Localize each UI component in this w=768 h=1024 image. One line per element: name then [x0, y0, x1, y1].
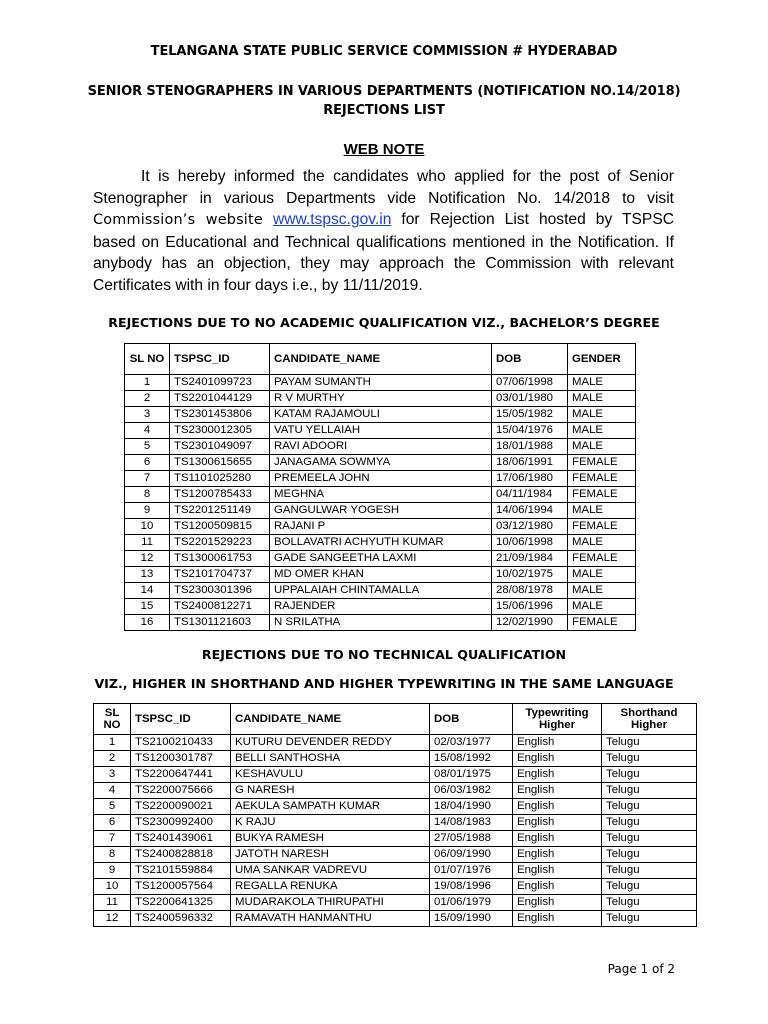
table-cell: Telugu — [602, 735, 697, 751]
header-sl-no: SL NO — [94, 704, 131, 735]
table-cell: 08/01/1975 — [430, 767, 513, 783]
table-cell: English — [513, 799, 602, 815]
rejections-list-heading: REJECTIONS LIST — [323, 103, 445, 118]
table-row — [125, 567, 636, 583]
table-cell: 9 — [125, 503, 170, 519]
table-cell: MALE — [568, 503, 636, 519]
table-cell: 15/09/1990 — [430, 911, 513, 927]
header-sl-no: SL NO — [125, 344, 170, 375]
table-cell: JANAGAMA SOWMYA — [270, 455, 492, 471]
table-cell: MD OMER KHAN — [270, 567, 492, 583]
academic-rejections-table — [124, 343, 636, 631]
table-cell: TS2400828818 — [131, 847, 231, 863]
table-cell: TS2300992400 — [131, 815, 231, 831]
table-row — [125, 599, 636, 615]
table-cell: K RAJU — [231, 815, 430, 831]
header-tspsc-id: TSPSC_ID — [131, 704, 231, 735]
table-cell: TS2200647441 — [131, 767, 231, 783]
table-cell: 06/09/1990 — [430, 847, 513, 863]
table-cell: 9 — [94, 863, 131, 879]
table-row — [94, 895, 697, 911]
table-cell: TS2200090021 — [131, 799, 231, 815]
web-note-paragraph — [93, 166, 674, 297]
table-cell: 2 — [94, 751, 131, 767]
table-row — [125, 615, 636, 631]
header-shorthand-higher: Shorthand Higher — [602, 704, 697, 735]
table-row — [125, 423, 636, 439]
table-cell: 7 — [125, 471, 170, 487]
table-cell: MALE — [568, 407, 636, 423]
table-cell: 15/05/1982 — [492, 407, 568, 423]
table-cell: 07/06/1998 — [492, 375, 568, 391]
table-cell: 15/04/1976 — [492, 423, 568, 439]
table-cell: 12 — [125, 551, 170, 567]
table-row — [125, 455, 636, 471]
table-cell: 3 — [125, 407, 170, 423]
table-row — [94, 815, 697, 831]
table-cell: English — [513, 751, 602, 767]
table-cell: English — [513, 911, 602, 927]
table-cell: TS2101704737 — [170, 567, 270, 583]
org-heading: TELANGANA STATE PUBLIC SERVICE COMMISSION # HYDERABAD — [150, 44, 618, 59]
table-cell: English — [513, 863, 602, 879]
page-number: Page 1 of 2 — [607, 962, 675, 976]
table-cell: 03/12/1980 — [492, 519, 568, 535]
table-cell: 6 — [94, 815, 131, 831]
table-cell: 10/02/1975 — [492, 567, 568, 583]
table-cell: MALE — [568, 599, 636, 615]
table-cell: N SRILATHA — [270, 615, 492, 631]
table-cell: Telugu — [602, 895, 697, 911]
table-cell: Telugu — [602, 783, 697, 799]
table-cell: 5 — [125, 439, 170, 455]
table-cell: 12 — [94, 911, 131, 927]
table-cell: JATOTH NARESH — [231, 847, 430, 863]
table-cell: TS2301049097 — [170, 439, 270, 455]
web-note-text-2: Commission’s website — [93, 212, 263, 229]
table-cell: RAMAVATH HANMANTHU — [231, 911, 430, 927]
table-cell: MALE — [568, 391, 636, 407]
table-cell: 06/03/1982 — [430, 783, 513, 799]
table-cell: English — [513, 847, 602, 863]
table-cell: English — [513, 767, 602, 783]
table-cell: 13 — [125, 567, 170, 583]
table-cell: 27/05/1988 — [430, 831, 513, 847]
header-dob: DOB — [492, 344, 568, 375]
table-cell: TS2300012305 — [170, 423, 270, 439]
table-cell: KATAM RAJAMOULI — [270, 407, 492, 423]
table-row — [94, 911, 697, 927]
table-cell: 21/09/1984 — [492, 551, 568, 567]
table-cell: 18/06/1991 — [492, 455, 568, 471]
table-cell: TS2400812271 — [170, 599, 270, 615]
table-row — [94, 767, 697, 783]
table-cell: MALE — [568, 423, 636, 439]
table-cell: TS2101559884 — [131, 863, 231, 879]
table-cell: 11 — [94, 895, 131, 911]
academic-rejections-title: REJECTIONS DUE TO NO ACADEMIC QUALIFICATION VIZ., BACHELOR’S DEGREE — [108, 315, 660, 330]
table-cell: 2 — [125, 391, 170, 407]
table-cell: MALE — [568, 583, 636, 599]
table-cell: 4 — [94, 783, 131, 799]
table-cell: UMA SANKAR VADREVU — [231, 863, 430, 879]
table-row — [125, 471, 636, 487]
table-cell: Telugu — [602, 815, 697, 831]
table-row — [94, 847, 697, 863]
table-cell: FEMALE — [568, 519, 636, 535]
table-cell: 14/08/1983 — [430, 815, 513, 831]
table-cell: MALE — [568, 535, 636, 551]
table-row — [125, 535, 636, 551]
table-cell: 15/08/1992 — [430, 751, 513, 767]
table-cell: TS1301121603 — [170, 615, 270, 631]
table-cell: Telugu — [602, 879, 697, 895]
technical-rejections-table — [93, 703, 697, 927]
table-cell: TS2201251149 — [170, 503, 270, 519]
web-note-text-3: for Rejection List hosted by TSPSC based on Educational and Technical qualifications mentioned in the Notification. If anybody has an objection, they may approach the Commission with relevant Certificates with in four days i.e., by 11/11/2019. — [93, 211, 674, 294]
table-cell: TS2200641325 — [131, 895, 231, 911]
table-cell: 10 — [94, 879, 131, 895]
table-cell: 4 — [125, 423, 170, 439]
table-cell: 18/04/1990 — [430, 799, 513, 815]
table-cell: 18/01/1988 — [492, 439, 568, 455]
header-candidate-name: CANDIDATE_NAME — [270, 344, 492, 375]
header-dob: DOB — [430, 704, 513, 735]
table-row — [125, 487, 636, 503]
table-cell: 14/06/1994 — [492, 503, 568, 519]
notification-heading: SENIOR STENOGRAPHERS IN VARIOUS DEPARTMENTS (NOTIFICATION NO.14/2018) — [87, 84, 681, 99]
table-cell: PAYAM SUMANTH — [270, 375, 492, 391]
table-cell: MALE — [568, 375, 636, 391]
table-cell: FEMALE — [568, 487, 636, 503]
table-row — [94, 863, 697, 879]
table-cell: Telugu — [602, 831, 697, 847]
table-cell: 5 — [94, 799, 131, 815]
table-cell: 01/07/1976 — [430, 863, 513, 879]
table-cell: MALE — [568, 439, 636, 455]
table-row — [125, 551, 636, 567]
table-cell: 12/02/1990 — [492, 615, 568, 631]
table-cell: TS2100210433 — [131, 735, 231, 751]
table-cell: RAJENDER — [270, 599, 492, 615]
table-cell: TS2401099723 — [170, 375, 270, 391]
header-candidate-name: CANDIDATE_NAME — [231, 704, 430, 735]
table-header-row — [125, 344, 636, 375]
table-cell: AEKULA SAMPATH KUMAR — [231, 799, 430, 815]
table-row — [94, 799, 697, 815]
table-cell: Telugu — [602, 751, 697, 767]
table-cell: 17/06/1980 — [492, 471, 568, 487]
table-cell: TS2201529223 — [170, 535, 270, 551]
header-gender: GENDER — [568, 344, 636, 375]
table-cell: 14 — [125, 583, 170, 599]
table-cell: 28/08/1978 — [492, 583, 568, 599]
table-header-row — [94, 704, 697, 735]
table-cell: 11 — [125, 535, 170, 551]
table-cell: English — [513, 815, 602, 831]
table-row — [94, 879, 697, 895]
table-cell: RAVI ADOORI — [270, 439, 492, 455]
table-cell: Telugu — [602, 863, 697, 879]
table-cell: FEMALE — [568, 615, 636, 631]
table-cell: REGALLA RENUKA — [231, 879, 430, 895]
table-cell: MEGHNA — [270, 487, 492, 503]
table-cell: R V MURTHY — [270, 391, 492, 407]
table-cell: TS2300301396 — [170, 583, 270, 599]
table-cell: KESHAVULU — [231, 767, 430, 783]
table-cell: 7 — [94, 831, 131, 847]
technical-rejections-subtitle: VIZ., HIGHER IN SHORTHAND AND HIGHER TYPEWRITING IN THE SAME LANGUAGE — [94, 676, 674, 691]
table-cell: TS1200301787 — [131, 751, 231, 767]
table-cell: PREMEELA JOHN — [270, 471, 492, 487]
table-cell: FEMALE — [568, 551, 636, 567]
table-row — [125, 519, 636, 535]
table-cell: TS2201044129 — [170, 391, 270, 407]
table-row — [94, 831, 697, 847]
table-cell: 1 — [125, 375, 170, 391]
table-cell: BOLLAVATRI ACHYUTH KUMAR — [270, 535, 492, 551]
web-note-title: WEB NOTE — [343, 141, 425, 158]
table-cell: TS1200057564 — [131, 879, 231, 895]
table-cell: TS2401439061 — [131, 831, 231, 847]
table-cell: KUTURU DEVENDER REDDY — [231, 735, 430, 751]
table-cell: 03/01/1980 — [492, 391, 568, 407]
table-cell: 04/11/1984 — [492, 487, 568, 503]
table-cell: English — [513, 831, 602, 847]
web-note-text-1: It is hereby informed the candidates who applied for the post of Senior Stenographer in various Departments vide Notification No. 14/2018 to visit — [93, 168, 674, 207]
table-row — [125, 583, 636, 599]
table-cell: TS1200785433 — [170, 487, 270, 503]
table-cell: RAJANI P — [270, 519, 492, 535]
table-cell: GADE SANGEETHA LAXMI — [270, 551, 492, 567]
table-row — [125, 503, 636, 519]
table-row — [125, 375, 636, 391]
table-cell: Telugu — [602, 767, 697, 783]
table-cell: 15 — [125, 599, 170, 615]
table-cell: English — [513, 895, 602, 911]
table-cell: TS2400596332 — [131, 911, 231, 927]
table-cell: TS1200509815 — [170, 519, 270, 535]
table-cell: English — [513, 879, 602, 895]
table-row — [125, 407, 636, 423]
table-cell: MUDARAKOLA THIRUPATHI — [231, 895, 430, 911]
table-cell: 8 — [94, 847, 131, 863]
table-cell: 19/08/1996 — [430, 879, 513, 895]
table-cell: Telugu — [602, 847, 697, 863]
table-row — [125, 391, 636, 407]
table-cell: BELLI SANTHOSHA — [231, 751, 430, 767]
table-cell: TS1300061753 — [170, 551, 270, 567]
table-cell: TS1300615655 — [170, 455, 270, 471]
tspsc-website-link[interactable]: www.tspsc.gov.in — [272, 211, 392, 229]
table-cell: MALE — [568, 567, 636, 583]
table-cell: 10 — [125, 519, 170, 535]
table-cell: FEMALE — [568, 471, 636, 487]
table-cell: 3 — [94, 767, 131, 783]
table-row — [94, 783, 697, 799]
table-row — [94, 735, 697, 751]
table-cell: Telugu — [602, 911, 697, 927]
table-cell: English — [513, 783, 602, 799]
table-cell: FEMALE — [568, 455, 636, 471]
table-cell: 10/06/1998 — [492, 535, 568, 551]
header-typewriting-higher: Typewriting Higher — [513, 704, 602, 735]
table-cell: VATU YELLAIAH — [270, 423, 492, 439]
table-cell: BUKYA RAMESH — [231, 831, 430, 847]
table-cell: UPPALAIAH CHINTAMALLA — [270, 583, 492, 599]
table-cell: 8 — [125, 487, 170, 503]
table-cell: Telugu — [602, 799, 697, 815]
table-cell: 15/06/1996 — [492, 599, 568, 615]
table-cell: 6 — [125, 455, 170, 471]
table-cell: G NARESH — [231, 783, 430, 799]
table-cell: TS1101025280 — [170, 471, 270, 487]
table-cell: 02/03/1977 — [430, 735, 513, 751]
table-cell: TS2301453806 — [170, 407, 270, 423]
technical-rejections-title: REJECTIONS DUE TO NO TECHNICAL QUALIFICATION — [201, 647, 567, 662]
table-row — [94, 751, 697, 767]
table-cell: English — [513, 735, 602, 751]
table-cell: 01/06/1979 — [430, 895, 513, 911]
table-cell: 1 — [94, 735, 131, 751]
table-cell: GANGULWAR YOGESH — [270, 503, 492, 519]
table-row — [125, 439, 636, 455]
header-tspsc-id: TSPSC_ID — [170, 344, 270, 375]
table-cell: TS2200075666 — [131, 783, 231, 799]
table-cell: 16 — [125, 615, 170, 631]
